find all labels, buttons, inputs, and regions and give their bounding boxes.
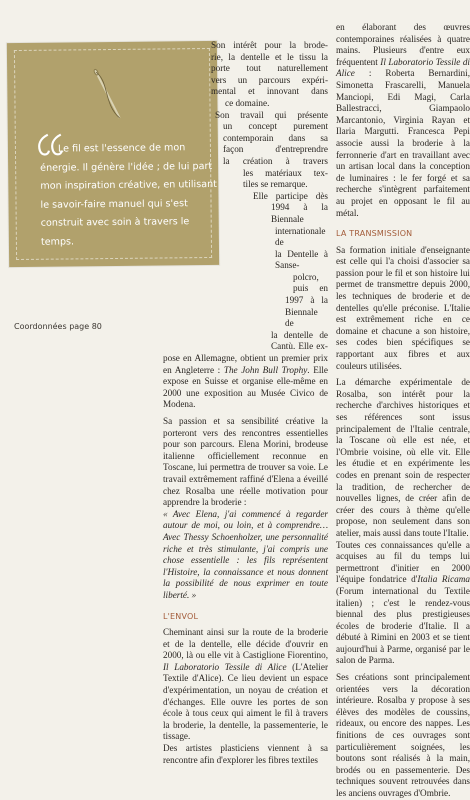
text-span: en élaborant des œuvres contemporaines réalisées à quatre mains. Plusieurs d'entre eux fréquentent: [336, 22, 470, 67]
paragraph-italia-ricama: [336, 540, 470, 668]
middle-column: [163, 40, 328, 766]
paragraph-atelier: [163, 627, 328, 743]
text-span: Toutes ces connaissances qu'elle a acquises au fil du temps lui permettront d'initier en 2000 l'équipe fondatrice d': [336, 539, 470, 585]
intro-line: vers un parcours expéri-: [211, 74, 328, 85]
atelier-name: Il Laboratorio Tessile di Alice: [336, 56, 470, 79]
inline-quote: « Avec Elena, j'ai commencé à regarder autour de moi, ou loin, et à comprendre… Avec Thessy Schoenholzer, une personnalité riche et très stimulante, j'ai compris une chose essentielle : les fils représentent l'Histoire, la connaissance et nous donnent la possibilité de nous exprimer en toute liberté. »: [163, 508, 328, 600]
needle-icon: [79, 64, 160, 135]
section-heading-envol: L'ENVOL: [163, 611, 199, 621]
intro-line: tiles se remarque.: [243, 179, 308, 190]
right-column: [336, 22, 470, 800]
paragraph-approach: La démarche expérimentale de Rosalba, son intérêt pour la recherche d'archives historiques et ses références sont issus principalement de l'Italie centrale, la Toscane où elle est née, et l'Ombrie voisine, où elle vit. Elle les étudie et en expérimente les codes en prenant soin de respecter la tradition, de rechercher de nouvelles lignes, de créer afin de créer des cours à thème qu'elle propose, non seulement dans son atelier, mais aussi dans toute l'Italie.: [336, 377, 470, 538]
text-span: (L'Atelier Textile d'Alice). Ce lieu devient un espace d'expérimentation, un noyau de création et d'échanges. Elle ouvre les portes de son école à tous ceux qui aiment le fil à travers la broderie, la dentelle, la passementerie, le tissage.: [163, 661, 328, 742]
intro-line: la dentelle de Cantù. Elle ex-: [271, 329, 328, 352]
intro-line: polcro, puis en: [293, 271, 328, 294]
text-span: . Elle expose en Suisse et organise elle-même en 2000 une exposition au Musée Civico de Modena.: [163, 364, 328, 410]
paragraph-exhibitions: [163, 353, 328, 411]
intro-line: porte tout naturellement: [211, 63, 328, 74]
paragraph-collaborations: [336, 22, 470, 219]
intro-line: mental et innovant dans: [211, 86, 328, 97]
intro-line: contemporain dans sa: [223, 132, 328, 143]
pull-quote: Le fil est l'essence de mon énergie. Il génère l'idée ; de lui part mon inspiration créative, en utilisant le savoir-faire manuel qui s'est construit avec soin à travers le temps.: [40, 142, 217, 248]
intro-line: la création à travers: [223, 155, 328, 166]
paragraph-artists: Des artistes plasticiens viennent à sa rencontre afin d'explorer les fibres textiles: [163, 743, 328, 765]
intro-line: un concept purement: [223, 121, 328, 132]
intro-line: les matériaux tex-: [243, 167, 328, 178]
intro-line: rie, la dentelle et le tissu la: [211, 51, 328, 62]
intro-line: 1997 à la Biennale de: [285, 295, 328, 329]
intro-line: façon d'entreprendre: [223, 144, 328, 155]
intro-line: internationale de: [275, 225, 326, 248]
paragraph-training: Sa formation initiale d'enseignante est celle qui l'a choisi d'associer sa passion pour le fil et son histoire lui permet de transmettre depuis 2000, les techniques de broderie et de dentelles qu'elle préconise. L'Italie est extrêmement riche en ce domaine et chacune a son histoire, ses codes bien spécifiques se rapportant aux fibres et aux couleurs utilisées.: [336, 244, 470, 371]
intro-line: Son travail qui présente: [215, 109, 328, 120]
intro-line: Elle participe dès: [253, 190, 328, 201]
coordinates-reference: Coordonnées page 80: [14, 322, 102, 331]
intro-line: la Dentelle à Sanse-: [275, 248, 328, 271]
intro-line: 1994 à la Biennale: [271, 202, 328, 224]
section-heading-transmission: LA TRANSMISSION: [336, 229, 413, 239]
prize-name: The John Bull Trophy: [223, 364, 308, 375]
text-span: pose en Allemagne, obtient un premier prix en Angleterre :: [163, 353, 328, 375]
intro-line: Son intérêt pour la brode-: [211, 40, 328, 50]
paragraph-encounters: Sa passion et sa sensibilité créative la porteront vers des rencontres essentielles pour son parcours. Elena Morini, brodeuse italienne officiellement reconnue en Toscane, lui permettra de trouver sa voie. Le travail extrêmement raffiné d'Elena a éveillé chez Rosalba une réelle motivation pour apprendre la broderie :: [163, 416, 328, 508]
text-span: Cheminant ainsi sur la route de la broderie et de la dentelle, elle décide d'ouvrir en 2000, là ou elle vit à Castiglione Fiorentino,: [163, 627, 328, 661]
wrapped-intro: [163, 40, 328, 353]
event-name: Italia Ricama: [417, 574, 470, 585]
text-span: : Roberta Bernardini, Simonetta Frascarelli, Manuela Manciopi, Edi Magi, Carla Ballestracci, Giampaolo Marcantonio, Virginia Rayan et Ilaria Margutti. Francesca Pepi associe aussi la broderie à la ferronnerie d'art en travaillant avec un artisan local dans la conception de luminaires : le fer forgé et sa recherche s'intègrent parfaitement au projet en opposant le fil au métal.: [336, 68, 470, 218]
intro-line: ce domaine.: [225, 97, 270, 108]
paragraph-creations: Ses créations sont principalement orientées vers la décoration intérieure. Rosalba y propose à ses élèves des modèles de coussins, rideaux, ou encore des nappes. Les finitions de ces ouvrages sont particulièrement soignées, les boutons sont réalisés à la main, brodés ou en passementerie. Des techniques souvent retrouvées dans les anciens ouvrages d'Ombrie.: [336, 672, 470, 798]
atelier-name: Il Laboratorio Tessile di Alice: [163, 661, 287, 672]
text-span: (Forum international du Textile italien) ; c'est le rendez-vous biennal des plus prestigieuses écoles de broderie d'Italie. Il a débuté à Rimini en 2003 et se tient aujourd'hui à Parme, organisé par le salon de Parma.: [336, 585, 470, 666]
